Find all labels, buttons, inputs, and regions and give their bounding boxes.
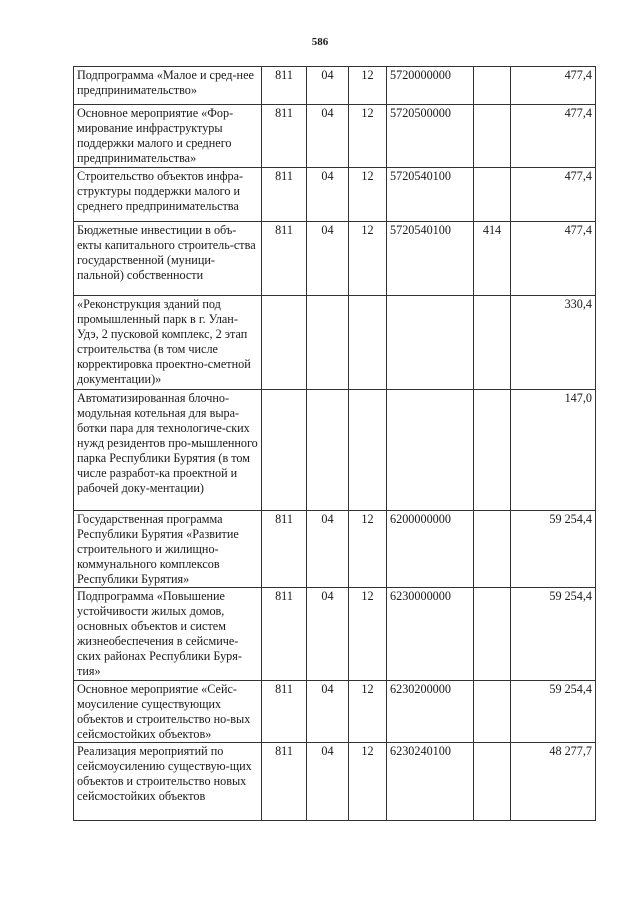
table-row xyxy=(74,511,596,588)
row-vr xyxy=(474,105,511,168)
row-vr xyxy=(474,743,511,821)
table-row xyxy=(74,743,596,821)
row-sum: 477,4 xyxy=(511,67,596,105)
row-vr: 414 xyxy=(474,222,511,296)
row-csr: 6200000000 xyxy=(387,511,474,588)
table-row xyxy=(74,222,596,296)
row-pr: 12 xyxy=(349,511,387,588)
row-vr xyxy=(474,511,511,588)
table-row xyxy=(74,588,596,681)
row-vr xyxy=(474,588,511,681)
row-rz: 04 xyxy=(307,67,349,105)
row-pr: 12 xyxy=(349,168,387,222)
row-name: Строительство объектов инфра-структуры поддержки малого и среднего предпринимательства xyxy=(74,168,262,222)
row-name: Реализация мероприятий по сейсмоусилению существую-щих объектов и строительство новых сейсмостойких объектов xyxy=(74,743,262,821)
row-gr: 811 xyxy=(262,168,307,222)
row-sum: 59 254,4 xyxy=(511,681,596,743)
row-sum: 59 254,4 xyxy=(511,588,596,681)
row-pr: 12 xyxy=(349,105,387,168)
row-pr: 12 xyxy=(349,681,387,743)
row-csr: 5720000000 xyxy=(387,67,474,105)
row-gr: 811 xyxy=(262,67,307,105)
row-csr: 5720500000 xyxy=(387,105,474,168)
row-gr: 811 xyxy=(262,681,307,743)
row-name: Бюджетные инвестиции в объ-екты капитального строитель-ства государственной (муници-пальной) собственности xyxy=(74,222,262,296)
row-sum: 477,4 xyxy=(511,222,596,296)
table-row xyxy=(74,168,596,222)
table-row xyxy=(74,67,596,105)
row-sum: 147,0 xyxy=(511,390,596,511)
row-vr xyxy=(474,296,511,390)
row-csr: 6230200000 xyxy=(387,681,474,743)
row-pr: 12 xyxy=(349,743,387,821)
row-rz: 04 xyxy=(307,681,349,743)
row-gr: 811 xyxy=(262,222,307,296)
row-csr: 5720540100 xyxy=(387,168,474,222)
row-gr: 811 xyxy=(262,105,307,168)
row-rz: 04 xyxy=(307,743,349,821)
row-gr: 811 xyxy=(262,511,307,588)
row-gr xyxy=(262,296,307,390)
row-rz: 04 xyxy=(307,588,349,681)
row-rz xyxy=(307,296,349,390)
row-name: «Реконструкция зданий под промышленный парк в г. Улан-Удэ, 2 пусковой комплекс, 2 этап строительства (в том числе корректировка проектно-сметной документации)» xyxy=(74,296,262,390)
row-sum: 330,4 xyxy=(511,296,596,390)
row-sum: 477,4 xyxy=(511,168,596,222)
budget-table xyxy=(73,66,596,821)
row-name: Государственная программа Республики Бурятия «Развитие строительного и жилищно-коммунального комплексов Республики Бурятия» xyxy=(74,511,262,588)
row-rz: 04 xyxy=(307,168,349,222)
row-csr: 6230000000 xyxy=(387,588,474,681)
row-rz: 04 xyxy=(307,511,349,588)
row-name: Автоматизированная блочно-модульная котельная для выра-ботки пара для технологиче-ских нужд резидентов про-мышленного парка Республики Бурятия (в том числе разработ-ка проектной и рабочей доку-ментации) xyxy=(74,390,262,511)
row-gr: 811 xyxy=(262,588,307,681)
row-pr xyxy=(349,296,387,390)
row-sum: 477,4 xyxy=(511,105,596,168)
row-vr xyxy=(474,681,511,743)
row-vr xyxy=(474,390,511,511)
row-gr xyxy=(262,390,307,511)
row-vr xyxy=(474,67,511,105)
row-vr xyxy=(474,168,511,222)
row-name: Подпрограмма «Малое и сред-нее предпринимательство» xyxy=(74,67,262,105)
row-csr: 5720540100 xyxy=(387,222,474,296)
row-csr xyxy=(387,296,474,390)
row-pr xyxy=(349,390,387,511)
row-name: Основное мероприятие «Фор-мирование инфраструктуры поддержки малого и среднего предпринимательства» xyxy=(74,105,262,168)
table-row xyxy=(74,296,596,390)
row-sum: 48 277,7 xyxy=(511,743,596,821)
row-rz: 04 xyxy=(307,105,349,168)
row-rz xyxy=(307,390,349,511)
row-rz: 04 xyxy=(307,222,349,296)
row-csr xyxy=(387,390,474,511)
row-csr: 6230240100 xyxy=(387,743,474,821)
table-row xyxy=(74,390,596,511)
page-number: 586 xyxy=(311,36,329,48)
table-row xyxy=(74,105,596,168)
row-name: Подпрограмма «Повышение устойчивости жилых домов, основных объектов и систем жизнеобеспечения в сейсмиче-ских районах Республики Буря-тия» xyxy=(74,588,262,681)
row-name: Основное мероприятие «Сейс-моусиление существующих объектов и строительство но-вых сейсмостойких объектов» xyxy=(74,681,262,743)
table-row xyxy=(74,681,596,743)
row-pr: 12 xyxy=(349,588,387,681)
row-pr: 12 xyxy=(349,67,387,105)
row-pr: 12 xyxy=(349,222,387,296)
row-sum: 59 254,4 xyxy=(511,511,596,588)
row-gr: 811 xyxy=(262,743,307,821)
